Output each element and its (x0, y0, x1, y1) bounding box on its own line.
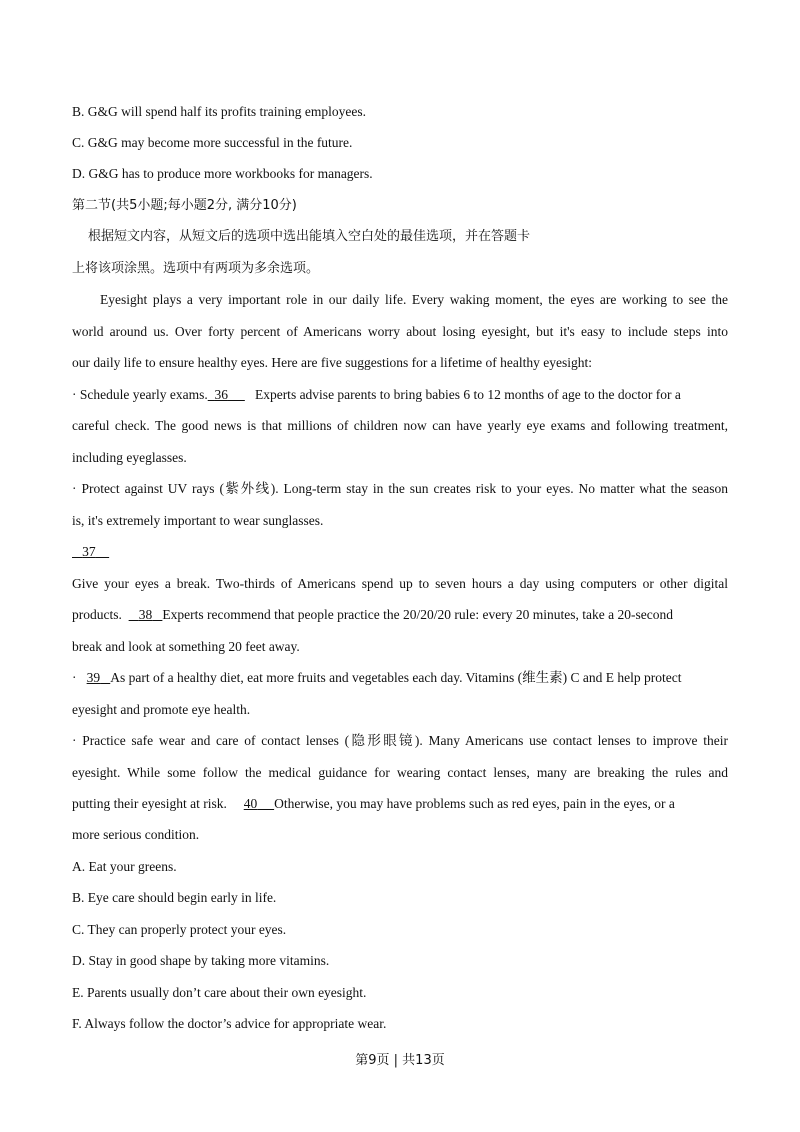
bullet-5-line2: eyesight. While some follow the medical guidance for wearing contact lenses, many are breaking the rules and (72, 765, 728, 780)
bullet-1-rest: Experts advise parents to bring babies 6 to 12 months of age to the doctor for a (254, 387, 681, 402)
bullet-1-line1 (72, 386, 728, 404)
blank-40: 40 (243, 796, 258, 811)
bullet-4-line2: eyesight and promote eye health. (72, 702, 251, 717)
bullet-5-rest: Otherwise, you may have problems such as red eyes, pain in the eyes, or a (274, 796, 675, 811)
option-a: A. Eat your greens. (72, 859, 177, 874)
passage-p1-line2: world around us. Over forty percent of Americans worry about losing eyesight, but it's easy to include steps into (72, 324, 728, 339)
bullet-1-lead: · Schedule yearly exams. (72, 387, 208, 402)
blank-38: 38 (138, 607, 153, 622)
bullet-4-lead: · (72, 670, 77, 685)
bullet-3-line2 (72, 606, 728, 624)
bullet-3-lead: products. (72, 607, 122, 622)
section-instruction-1: 根据短文内容，从短文后的选项中选出能填入空白处的最佳选项，并在答题卡 (88, 229, 531, 244)
option-b: B. Eye care should begin early in life. (72, 890, 277, 905)
bullet-4-line1 (72, 669, 728, 687)
section-heading: 第二节(共5小题;每小题2分, 满分10分) (72, 198, 297, 213)
blank-39: 39 (86, 670, 101, 685)
prev-option-d: D. G&G has to produce more workbooks for managers. (72, 166, 373, 181)
bullet-5-lead: putting their eyesight at risk. (72, 796, 227, 811)
bullet-5-line3 (72, 795, 728, 813)
passage-p1-line3: our daily life to ensure healthy eyes. Here are five suggestions for a lifetime of healthy eyesight: (72, 355, 592, 370)
bullet-3-line3: break and look at something 20 feet away. (72, 639, 300, 654)
bullet-2-line1: · Protect against UV rays (紫外线). Long-term stay in the sun creates risk to your eyes. No matter what the season (72, 481, 728, 496)
bullet-3-rest: Experts recommend that people practice the 20/20/20 rule: every 20 minutes, take a 20-second (162, 607, 673, 622)
prev-option-b: B. G&G will spend half its profits training employees. (72, 104, 366, 119)
bullet-1-line3: including eyeglasses. (72, 450, 187, 465)
bullet-5-line4: more serious condition. (72, 827, 200, 842)
passage-p1-line1: Eyesight plays a very important role in our daily life. Every waking moment, the eyes are working to see the (100, 292, 728, 307)
section-instruction-2: 上将该项涂黑。选项中有两项为多余选项。 (72, 261, 320, 276)
blank-36: 36 (214, 387, 228, 402)
bullet-4-rest: As part of a healthy diet, eat more fruits and vegetables each day. Vitamins (维生素) C and E help protect (110, 670, 682, 685)
option-f: F. Always follow the doctor’s advice for appropriate wear. (72, 1016, 387, 1031)
prev-option-c: C. G&G may become more successful in the future. (72, 135, 353, 150)
bullet-3-line1: Give your eyes a break. Two-thirds of Americans spend up to seven hours a day using computers or other digital (72, 576, 728, 591)
option-e: E. Parents usually don’t care about their own eyesight. (72, 985, 367, 1000)
option-c: C. They can properly protect your eyes. (72, 922, 287, 937)
bullet-2-line2: is, it's extremely important to wear sunglasses. (72, 513, 324, 528)
blank-37-line (72, 543, 728, 561)
page-footer: 第9页 | 共13页 (355, 1053, 445, 1068)
bullet-5-line1: · Practice safe wear and care of contact lenses (隐形眼镜). Many Americans use contact lenses to improve their (72, 733, 728, 748)
option-d: D. Stay in good shape by taking more vitamins. (72, 953, 330, 968)
bullet-1-line2: careful check. The good news is that millions of children now can have yearly eye exams and following treatment, (72, 418, 728, 433)
blank-37: 37 (82, 544, 96, 559)
